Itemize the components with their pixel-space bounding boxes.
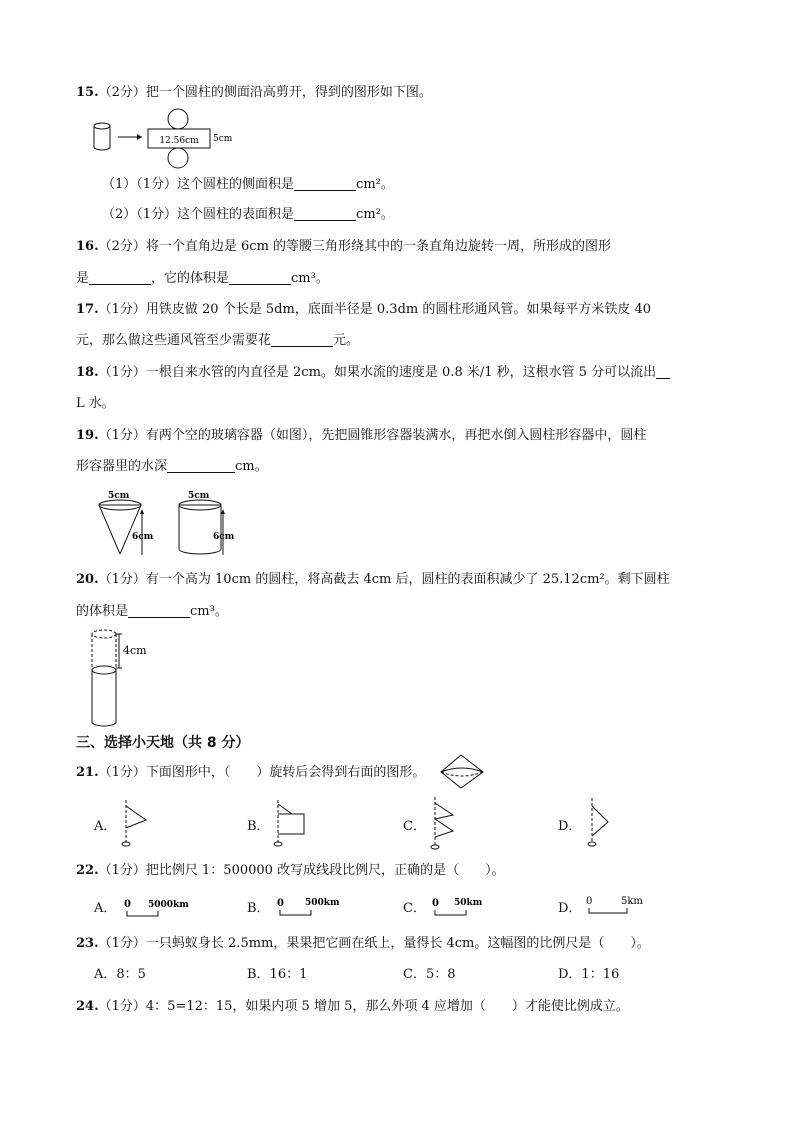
option-b[interactable]: B． [247,901,270,916]
question-score: （1分） [98,765,146,780]
question-text: 元，那么做这些通风管至少需要花 [76,333,272,348]
question-text: 有一个高为 10cm 的圆柱，将高截去 4cm 后，圆柱的表面积减少了 25.12cm²。剩下圆柱 [145,572,670,587]
question-23: 23.（1分）一只蚂蚁身长 2.5mm，果果把它画在纸上，量得长 4cm。这幅图的比例尺是（ ）。 [76,936,650,951]
answer-blank[interactable] [294,206,356,221]
sub-question-text: （1）（1分）这个圆柱的侧面积是 [102,177,295,192]
question-score: （1分） [98,428,146,443]
option-c-shape [427,797,463,851]
question-number: 24 [76,999,95,1014]
option-d[interactable]: D． [558,901,582,916]
cut-cylinder-figure [90,626,160,730]
question-score: （1分） [98,863,146,878]
cut-height-label: 4cm [123,644,147,657]
option-a[interactable]: A． [94,901,117,916]
scale-bar-c [430,895,494,919]
target-rotation-shape [439,752,485,790]
cylinder-unfold-figure [92,107,242,169]
scale-label-d: 5km [621,896,643,907]
cylinder-diameter-label: 5cm [188,491,210,501]
question-text: 4：5=12：15，如果内项 5 增加 5，那么外项 4 应增加（ ）才能使比例成立。 [145,999,629,1014]
question-15: 15.（2分）把一个圆柱的侧面沿高剪开，得到的图形如下图。 [76,85,432,100]
question-text: 用铁皮做 20 个长是 5dm，底面半径是 0.3dm 的圆柱形通风管。如果每平方米铁皮 40 [145,302,652,317]
unit-text: cm。 [235,459,268,474]
option-a[interactable]: A．8：5 [94,967,146,982]
question-score: （2分） [98,239,146,254]
question-score: （1分） [98,302,146,317]
unit-text: 元。 [333,333,360,348]
question-15-sub-2 [102,206,394,224]
question-19: 19.（1分）有两个空的玻璃容器（如图），先把圆锥形容器装满水，再把水倒入圆柱形容器中，圆柱 [76,428,647,443]
answer-blank[interactable] [294,176,356,191]
answer-blank[interactable] [271,332,333,347]
cylinder-height-label: 6cm [213,532,235,542]
question-20-line-2 [76,603,228,621]
option-c[interactable]: C．5：8 [403,967,456,982]
option-b[interactable]: B． [247,819,270,834]
question-number: 18 [76,365,95,380]
question-number: 19 [76,428,95,443]
question-text: 将一个直角边是 6cm 的等腰三角形绕其中的一条直角边旋转一周，所形成的图形 [145,239,612,254]
question-17-line-2 [76,332,359,350]
answer-blank[interactable] [89,270,151,285]
scale-bar-a [122,896,196,920]
svg-text:0: 0 [586,896,593,907]
unit-text: cm²。 [356,207,394,222]
question-22: 22.（1分）把比例尺 1：500000 改写成线段比例尺，正确的是（ ）。 [76,863,505,878]
svg-text:0: 0 [277,898,284,909]
cone-height-label: 6cm [132,532,154,542]
question-number: 17 [76,302,95,317]
cone-and-cylinder-figure [96,487,246,559]
question-text: 一根自来水管的内直径是 2cm。如果水流的速度是 0.8 米/1 秒，这根水管 5 分可以流出 [145,365,657,380]
option-a[interactable]: A． [94,819,117,834]
question-text: 把比例尺 1：500000 改写成线段比例尺，正确的是（ ）。 [145,863,505,878]
option-c[interactable]: C． [403,819,426,834]
svg-text:0: 0 [124,899,131,910]
question-text: 一只蚂蚁身长 2.5mm，果果把它画在纸上，量得长 4cm。这幅图的比例尺是（ ）。 [145,936,650,951]
question-number: 16 [76,239,95,254]
question-score: （1分） [98,999,146,1014]
unit-text: L 水。 [76,396,115,411]
answer-blank[interactable] [656,364,670,379]
scale-bar-d [585,893,649,919]
question-score: （2分） [98,85,146,100]
scale-label-a: 5000km [148,900,189,910]
question-number: 20 [76,572,95,587]
option-b-shape [270,800,310,848]
section-title: 三、选择小天地（共 8 分） [76,735,250,751]
scale-label-b: 500km [305,898,340,908]
unit-text: cm²。 [356,177,394,192]
sub-question-text: （2）（1分）这个圆柱的表面积是 [102,207,295,222]
answer-blank[interactable] [229,270,291,285]
unit-text: cm³。 [190,604,228,619]
question-text: 下面图形中，（ ）旋转后会得到右面的图形。 [145,765,426,780]
scale-bar-b [275,895,345,919]
question-text: 有两个空的玻璃容器（如图），先把圆锥形容器装满水，再把水倒入圆柱形容器中，圆柱 [145,428,647,443]
question-15-sub-1 [102,176,394,194]
question-text: 是 [76,271,90,286]
cone-diameter-label: 5cm [108,491,130,501]
question-18: 18.（1分）一根自来水管的内直径是 2cm。如果水流的速度是 0.8 米/1 秒，这根水管 5 分可以流出 [76,364,670,382]
answer-blank[interactable] [128,603,190,618]
unfold-height-label: 5cm [213,134,233,144]
scale-label-c: 50km [454,898,483,908]
option-b[interactable]: B．16：1 [247,967,308,982]
question-text: ，它的体积是 [151,271,230,286]
option-d-shape [584,798,618,848]
option-d[interactable]: D． [558,819,582,834]
question-number: 22 [76,863,95,878]
svg-text:0: 0 [432,898,439,909]
question-17: 17.（1分）用铁皮做 20 个长是 5dm，底面半径是 0.3dm 的圆柱形通风管。如果每平方米铁皮 40 [76,302,652,317]
question-number: 15 [76,85,95,100]
question-text: 的体积是 [76,604,129,619]
answer-blank[interactable] [167,458,235,473]
option-a-shape [118,800,152,848]
question-16-line-2 [76,270,329,288]
unfold-width-label: 12.56cm [159,136,199,146]
option-d[interactable]: D．1：16 [558,967,620,982]
question-score: （1分） [98,365,146,380]
question-text: 形容器里的水深 [76,459,168,474]
unit-text: cm³。 [291,271,329,286]
question-19-line-2 [76,458,268,476]
question-score: （1分） [98,572,146,587]
question-score: （1分） [98,936,146,951]
question-20: 20.（1分）有一个高为 10cm 的圆柱，将高截去 4cm 后，圆柱的表面积减少了 25.12cm²。剩下圆柱 [76,572,670,587]
question-text: 把一个圆柱的侧面沿高剪开，得到的图形如下图。 [145,85,432,100]
question-24: 24.（1分）4：5=12：15，如果内项 5 增加 5，那么外项 4 应增加（ ）才能使比例成立。 [76,999,629,1014]
question-16: 16.（2分）将一个直角边是 6cm 的等腰三角形绕其中的一条直角边旋转一周，所形成的图形 [76,239,612,254]
question-number: 23 [76,936,95,951]
question-21: 21.（1分）下面图形中，（ ）旋转后会得到右面的图形。 [76,765,426,780]
question-number: 21 [76,765,95,780]
option-c[interactable]: C． [403,901,426,916]
question-18-line-2 [76,395,115,413]
